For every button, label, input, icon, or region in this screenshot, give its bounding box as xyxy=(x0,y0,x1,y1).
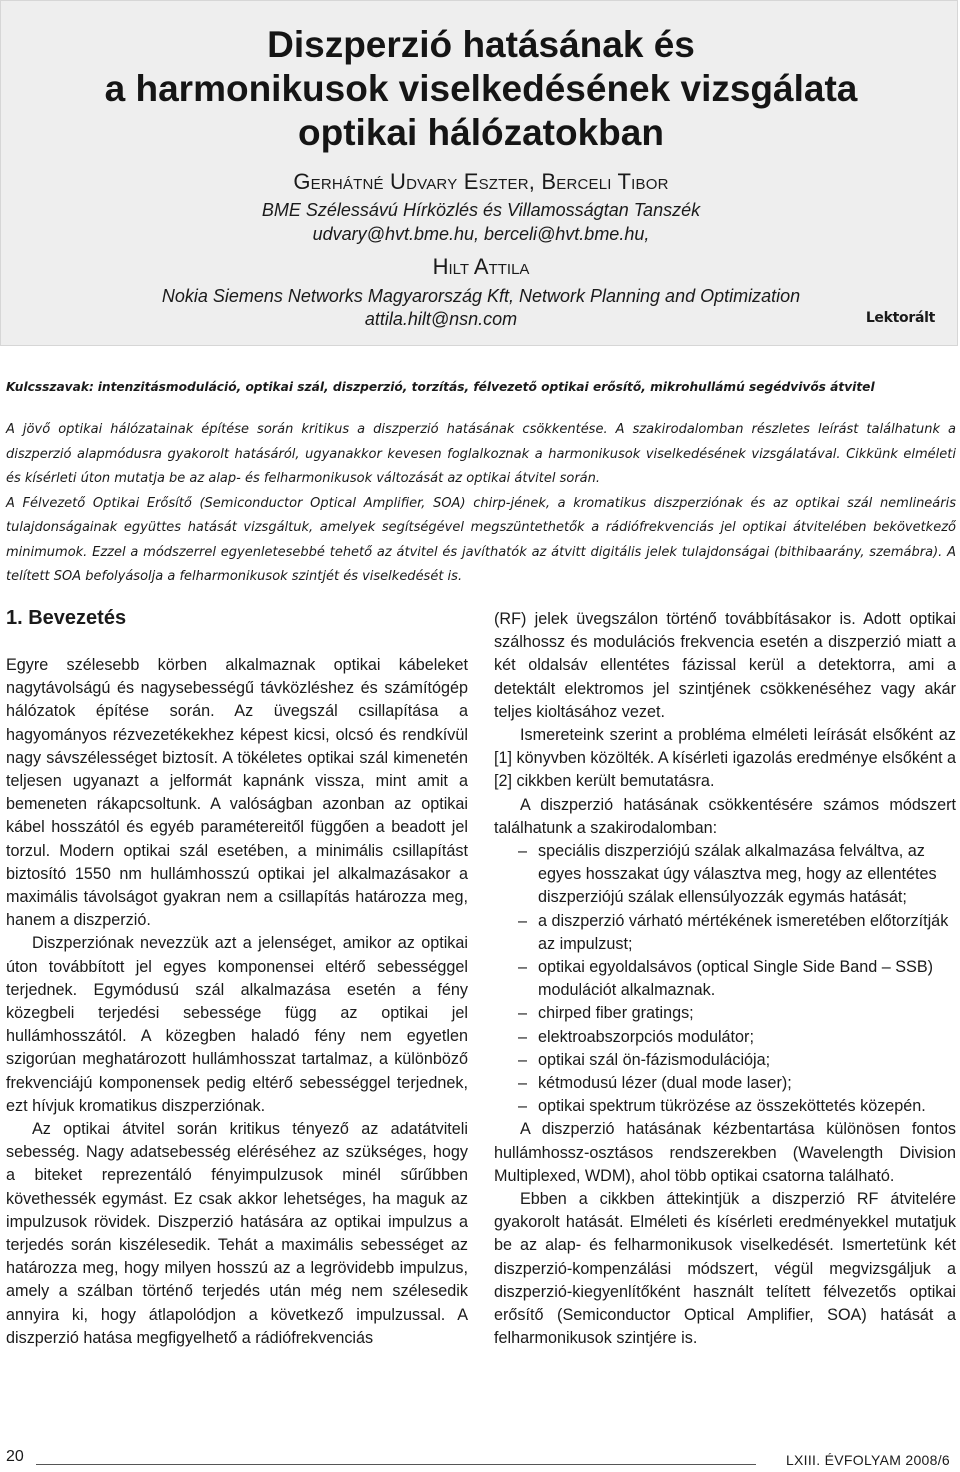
right-paragraph-5: Ebben a cikkben áttekintjük a diszperzió RF átvitelére gyakorolt hatását. Elméleti és kísérleti eredményekkel mutatjuk be az alap- és felharmonikusok viselkedését. Ismertetünk két diszperzió-kompenzálási módszert, végül megvizsgáljuk a diszperzió-kiegyenlítőként használt telített félvezetős optikai erősítő (Semiconductor Optical Amplifier, SOA) hatását a felharmonikusok szintjére is. xyxy=(494,1190,956,1348)
abstract-paragraph-2: A Félvezető Optikai Erősítő (Semiconductor Optical Amplifier, SOA) chirp-jének, a kromatikus diszperziónak és az optikai szál nemlineáris tulajdonságainak együttes hatását vizsgáltuk, amelyek segítségével megszüntethetők a rádiófrekvenciás jel optikai átvitelében bekövetkező minimumok. Ezzel a módszerrel egyenletesebbé tehető az átvitel és javíthatók az átvitt digitális jelek tulajdonságai (bithibaarány, szemábra). A telített SOA befolyásolja a felharmonikusok szintjét és viselkedését is. xyxy=(6,495,956,584)
method-list xyxy=(494,840,956,1118)
keywords-line xyxy=(6,378,954,396)
footer-rule xyxy=(36,1464,756,1465)
abstract xyxy=(6,418,956,590)
intro-paragraph-2: Diszperziónak nevezzük azt a jelenséget, amikor az optikai úton továbbított jel egyes komponensei eltérő sebességgel terjednek. Egymódusú szál alkalmazása esetén a fény közegbeli terjedési sebessége függ az optikai jel hullámhosszától. A közegben haladó fény nem egyetlen szigorúan meghatározott hullámhosszat tartalmaz, a különböző frekvenciájú komponensek pedig eltérő sebességgel terjednek, ezt hívjuk kromatikus diszperziónak. xyxy=(6,934,468,1115)
keywords-label: Kulcsszavak: xyxy=(6,380,94,394)
email-secondary: attila.hilt@nsn.com xyxy=(364,309,518,329)
left-column xyxy=(6,604,468,1350)
keywords-text: intenzitásmoduláció, optikai szál, diszperzió, torzítás, félvezető optikai erősítő, mikrohullámú segédvivős átvitel xyxy=(97,380,875,394)
affiliation-secondary: Nokia Siemens Networks Magyarország Kft, Network Planning and Optimization xyxy=(161,286,801,306)
right-paragraph-1: (RF) jelek üvegszálon történő továbbításakor is. Adott optikai szálhossz és modulációs frekvencia esetén a diszperzió miatt a két oldalsáv ellentétes fázissal kerül a detektorra, ami a detektált elektromos jel szintjének csökkenéséhez vagy akár teljes kioltásához vezet. xyxy=(494,610,956,721)
authors-secondary: Hilt Attila xyxy=(432,254,530,279)
affiliation-primary: BME Szélessávú Hírközlés és Villamosságtan Tanszék xyxy=(261,200,701,220)
title-line-3: optikai hálózatokban xyxy=(298,112,664,153)
reviewed-badge: Lektorált xyxy=(865,310,935,326)
right-paragraph-3: A diszperzió hatásának csökkentésére számos módszert találhatunk a szakirodalomban: xyxy=(494,795,956,837)
right-column xyxy=(494,608,956,1351)
right-paragraph-4: A diszperzió hatásának kézbentartása különösen fontos hullámhossz-osztásos rendszerekben (Wavelength Division Multiplexed, WDM), ahol több optikai csatorna található. xyxy=(494,1120,956,1185)
list-item: – optikai spektrum tükrözése az összeköttetés közepén. xyxy=(522,1095,956,1118)
list-item: – elektroabszorpciós modulátor; xyxy=(522,1026,956,1049)
list-item: – speciális diszperziójú szálak alkalmazása felváltva, az egyes hosszakat úgy választva meg, hogy az ellentétes diszperziójú szálak ellensúlyozzák egymás hatását; xyxy=(522,840,956,910)
right-paragraph-2: Ismereteink szerint a probléma elméleti leírását elsőként az [1] könyvben közölték. A kísérleti igazolás eredménye elsőként a [2] cikkben került bemutatásra. xyxy=(494,726,956,791)
list-item: – optikai szál ön-fázismodulációja; xyxy=(522,1049,956,1072)
list-item: – optikai egyoldalsávos (optical Single Side Band – SSB) modulációt alkalmaznak. xyxy=(522,956,956,1002)
abstract-paragraph-1: A jövő optikai hálózatainak építése során kritikus a diszperzió hatásának csökkentése. A szakirodalomban részletes leírást találhatunk a diszperzió alapmódusra gyakorolt hatásáról, ugyanakkor kevesen foglalkoznak a harmonikusok viselkedésének vizsgálatával. Cikkünk elméleti és kísérleti úton mutatja be az alap- és felharmonikusok változását az optikai átvitel során. xyxy=(6,422,956,486)
authors-primary: Gerhátné Udvary Eszter, Berceli Tibor xyxy=(293,169,669,194)
title-line-1: Diszperzió hatásának és xyxy=(267,24,695,65)
intro-paragraph-3: Az optikai átvitel során kritikus tényező az adatátviteli sebesség. Nagy adatsebesség eléréséhez az szükséges, hogy a biteket reprezentáló fényimpulzusok minél sűrűbben követhessék egymást. Ez csak akkor lehetséges, ha maguk az impulzusok rövidek. Diszperzió hatására az optikai impulzus a terjedés során kiszélesedik. Tehát a maximális sebességet az határozza meg, hogy milyen hosszú az a legrövidebb impulzus, amely a szálban történő terjedés után még nem szélesedik annyira ki, hogy átlapolódjon a következő impulzussal. A diszperzió hatása megfigyelhető a rádiófrekvenciás xyxy=(6,1120,468,1347)
section-heading: 1. Bevezetés xyxy=(6,607,127,629)
list-item: – kétmodusú lézer (dual mode laser); xyxy=(522,1072,956,1095)
list-item: – a diszperzió várható mértékének ismeretében előtorzítják az impulzust; xyxy=(522,910,956,956)
email-primary: udvary@hvt.bme.hu, berceli@hvt.bme.hu, xyxy=(312,224,650,244)
page-number: 20 xyxy=(6,1448,24,1465)
intro-paragraph-1: Egyre szélesebb körben alkalmaznak optikai kábeleket nagytávolságú és nagysebességű távközléshez és számítógép hálózatok építése során. Az üvegszál csillapítása a hagyományos rézvezetékekhez képest kicsi, olcsó és rendkívül nagy sávszélességet biztosít. A tökéletes optikai szál kimenetén teljesen ugyanazt a jelformát kapnánk vissza, mint amit a bemeneten rákapcsoltunk. A valóságban azonban az optikai kábel hosszától és egyéb paramétereitől függően a beadott jel torzul. Modern optikai szál esetében, a minimális csillapítást biztosító 1550 nm hullámhosszú optikai jel alkalmazásakor a maximális távolságot gyakran nem a csillapítás határozza meg, hanem a diszperzió. xyxy=(6,656,468,930)
title-line-2: a harmonikusok viselkedésének vizsgálata xyxy=(104,68,858,109)
journal-issue: LXIII. ÉVFOLYAM 2008/6 xyxy=(785,1452,950,1468)
article-title xyxy=(1,23,960,155)
header-box xyxy=(0,0,958,346)
list-item: – chirped fiber gratings; xyxy=(522,1002,956,1025)
